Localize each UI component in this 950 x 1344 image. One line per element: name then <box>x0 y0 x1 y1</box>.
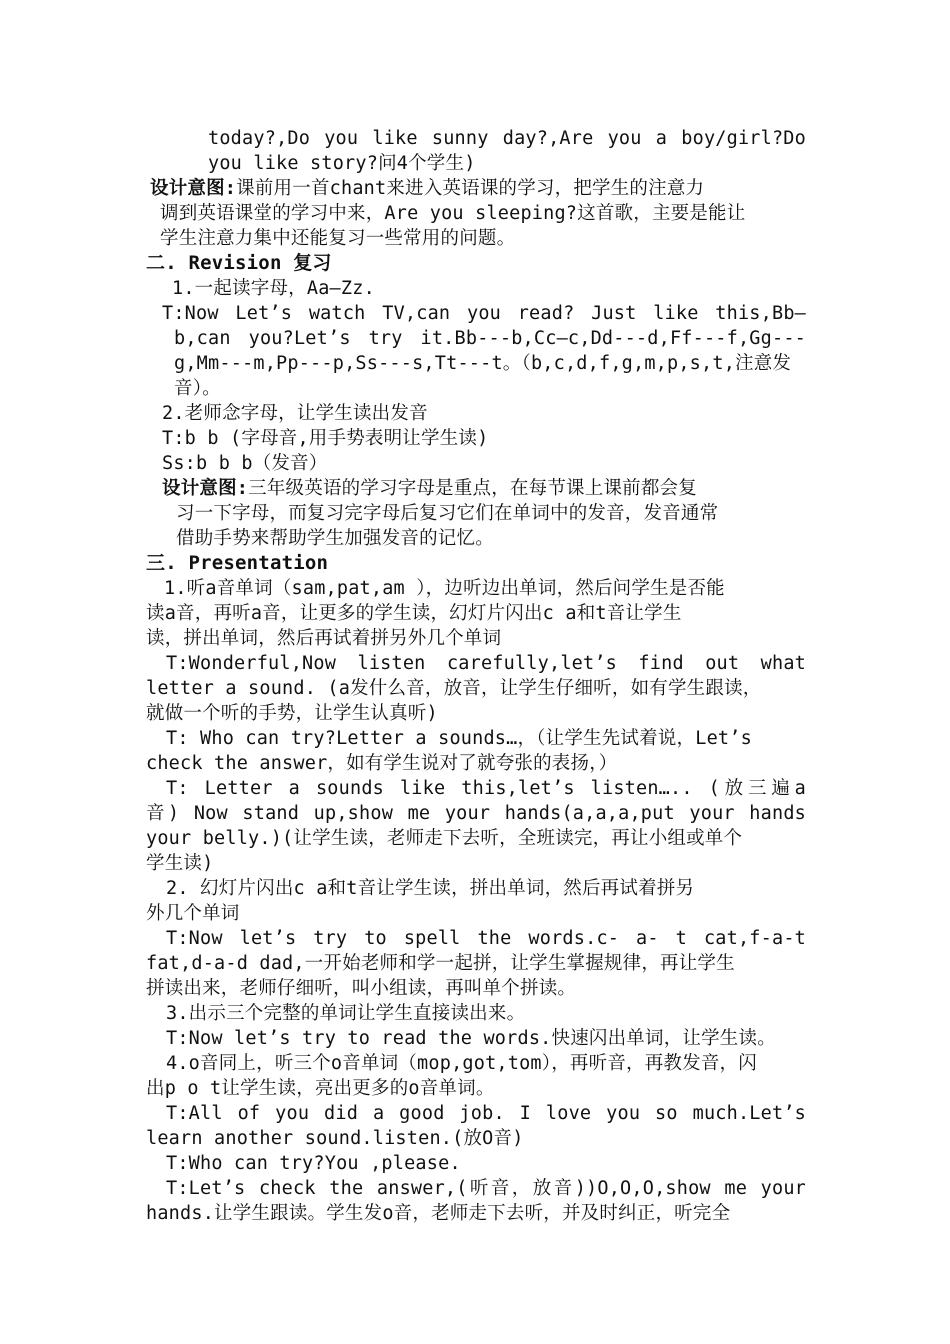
text-line: 音) Now stand up,show me your hands(a,a,a,put your hands <box>146 803 806 824</box>
text-line: 音）。 <box>174 378 221 399</box>
design-intent-label: 设计意图: <box>162 478 249 499</box>
text-line: hands.让学生跟读。学生发o音，老师走下去听，并及时纠正，听完全 <box>146 1203 731 1224</box>
text-line: T:b b (字母音,用手势表明让学生读) <box>162 428 489 449</box>
text-line: 借助手势来帮助学生加强发音的记忆。 <box>176 528 494 549</box>
text-line: 调到英语课堂的学习中来，Are you sleeping?这首歌，主要是能让 <box>160 203 746 224</box>
section-heading-revision: 二. Revision 复习 <box>146 252 332 274</box>
text-line: 三年级英语的学习字母是重点，在每节课上课前都会复 <box>248 478 697 499</box>
text-line: your belly.)(让学生读，老师走下去听，全班读完，再让小组或单个 <box>146 828 743 849</box>
text-line: T:Now let’s try to read the words.快速闪出单词，让学生读。 <box>166 1028 776 1049</box>
section-heading-presentation: 三. Presentation <box>146 552 329 574</box>
text-line: T: Who can try?Letter a sounds…，（让学生先试着说，Let’s <box>166 728 752 749</box>
text-line: b,can you?Let’s try it.Bb---b,Cc—c,Dd---d,Ff---f,Gg--- <box>174 328 806 349</box>
text-line: 读a音，再听a音，让更多的学生读，幻灯片闪出c a和t音让学生 <box>146 603 682 624</box>
text-line: T:Wonderful,Now listen carefully,let’s find out what <box>166 653 806 674</box>
text-line: 学生注意力集中还能复习一些常用的问题。 <box>160 228 516 249</box>
text-line: T:Now let’s try to spell the words.c- a- t cat,f-a-t <box>166 928 806 949</box>
text-line: T:Now Let’s watch TV,can you read? Just like this,Bb— <box>162 303 806 324</box>
text-line: T:Let’s check the answer,(听音，放音))O,O,O,show me your <box>166 1178 806 1199</box>
text-line: T:Who can try?You ,please. <box>166 1153 461 1174</box>
text-line: today?,Do you like sunny day?,Are you a boy/girl?Do <box>208 128 806 149</box>
text-line: 出p o t让学生读，亮出更多的o音单词。 <box>146 1078 495 1099</box>
text-line: 1.听a音单词（sam,pat,am ），边听边出单词，然后问学生是否能 <box>164 578 725 599</box>
text-line: 学生读) <box>146 853 214 874</box>
design-intent-paragraph <box>150 176 806 201</box>
text-line: 外几个单词 <box>146 903 240 924</box>
text-line: fat,d-a-d dad,一开始老师和学一起拼，让学生掌握规律，再让学生 <box>146 953 735 974</box>
text-line: 4.o音同上，听三个o音单词（mop,got,tom），再听音，再教发音，闪 <box>166 1053 757 1074</box>
text-line: 课前用一首chant来进入英语课的学习，把学生的注意力 <box>236 178 705 199</box>
text-line: 2. 幻灯片闪出c a和t音让学生读，拼出单词，然后再试着拼另 <box>166 878 695 899</box>
text-line: check the answer，如有学生说对了就夸张的表扬，） <box>146 753 618 774</box>
text-line: Ss:b b b（发音） <box>162 453 328 474</box>
text-line: you like story?问4个学生) <box>208 153 476 174</box>
text-line: 3.出示三个完整的单词让学生直接读出来。 <box>166 1003 526 1024</box>
text-line: T:All of you did a good job. I love you so much.Let’s <box>166 1103 806 1124</box>
text-line: T: Letter a sounds like this,let’s listen….. (放三遍a <box>166 778 806 799</box>
text-line: 习一下字母，而复习完字母后复习它们在单词中的发音，发音通常 <box>176 503 719 524</box>
text-line: 读，拼出单词，然后再试着拼另外几个单词 <box>146 628 502 649</box>
text-line: 拼读出来，老师仔细听，叫小组读，再叫单个拼读。 <box>146 978 577 999</box>
text-line: 2.老师念字母，让学生读出发音 <box>162 403 428 424</box>
design-intent-paragraph <box>162 476 806 501</box>
text-line: 就做一个听的手势，让学生认真听) <box>146 703 438 724</box>
text-line: g,Mm---m,Pp---p,Ss---s,Tt---t。（b,c,d,f,g,m,p,s,t,注意发 <box>174 353 792 374</box>
design-intent-label: 设计意图: <box>150 178 237 199</box>
text-line: 1.一起读字母，Aa—Zz. <box>172 278 375 299</box>
text-line: learn another sound.listen.(放O音) <box>146 1128 524 1149</box>
text-line: letter a sound. (a发什么音，放音，让学生仔细听，如有学生跟读， <box>146 678 762 699</box>
